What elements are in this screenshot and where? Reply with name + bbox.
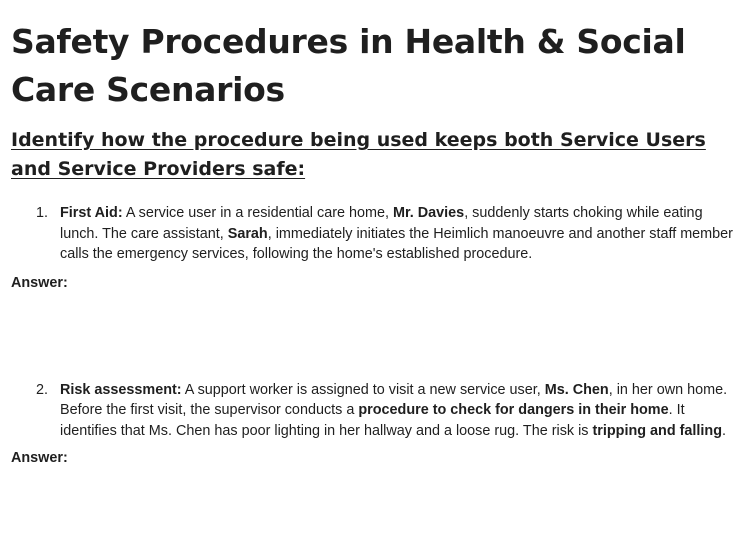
text-segment: . It identifies that Ms. Chen has poor lighting in her hallway and a loose rug. The risk is xyxy=(60,402,685,439)
text-segment: , immediately initiates the Heimlich manoeuvre and another staff member calls the emergency services, following the home's established procedure. xyxy=(60,225,733,262)
text-segment-bold: Sarah xyxy=(227,225,268,242)
task-heading: Risk assessment: xyxy=(60,381,182,398)
task-list xyxy=(11,380,735,442)
text-segment: . xyxy=(722,422,726,439)
task-list xyxy=(11,203,735,265)
page-title: Safety Procedures in Health & Social Care Scenarios xyxy=(11,22,686,109)
answer-label: Answer: xyxy=(11,274,68,291)
text-segment-bold: Ms. Chen xyxy=(544,381,609,398)
page-subtitle: Identify how the procedure being used keeps both Service Users and Service Providers safe: xyxy=(11,129,706,180)
text-segment-bold: tripping and falling xyxy=(592,422,722,439)
text-segment-bold: procedure to check for dangers in their home xyxy=(358,402,669,418)
task-number: 1. xyxy=(36,205,49,221)
document-page xyxy=(11,18,735,468)
task-heading: First Aid: xyxy=(60,205,123,221)
text-segment: , in her own home. Before the first visit, the supervisor conducts a xyxy=(60,381,728,418)
task-item-first-aid xyxy=(11,203,735,265)
text-segment: A support worker is assigned to visit a new service user, xyxy=(181,381,545,398)
answer-label: Answer: xyxy=(11,450,68,466)
task-item-risk-assessment xyxy=(11,380,735,442)
task-text xyxy=(60,205,733,262)
task-number: 2. xyxy=(36,381,49,398)
task-text xyxy=(60,382,727,439)
text-segment: A service user in a residential care home, xyxy=(122,205,393,221)
text-segment-bold: Mr. Davies xyxy=(392,205,465,221)
text-segment: , suddenly starts choking while eating lunch. The care assistant, xyxy=(60,205,703,242)
